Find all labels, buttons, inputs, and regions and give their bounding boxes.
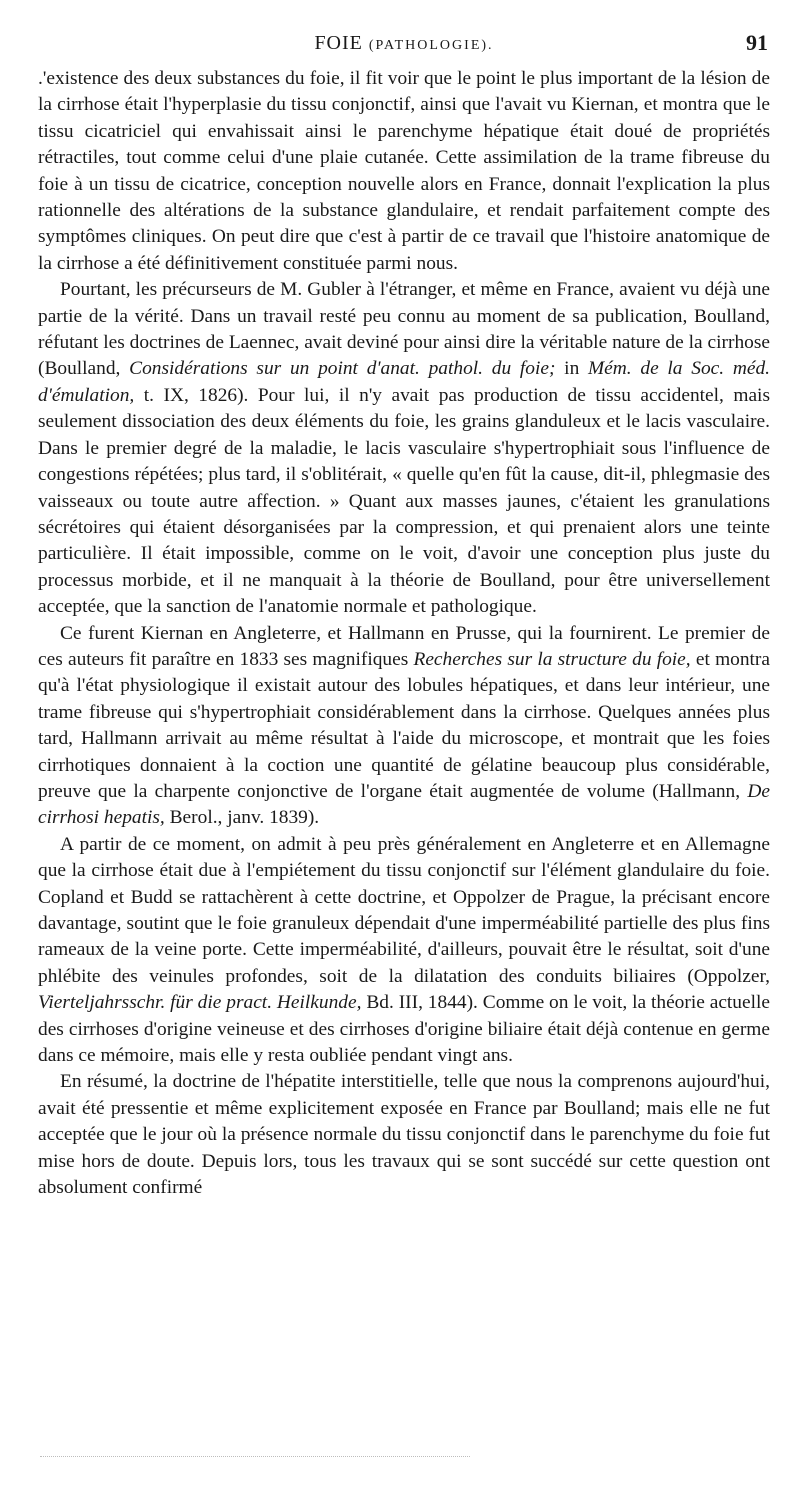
paragraph <box>38 832 770 1070</box>
body-text <box>38 66 770 1201</box>
text-run: A partir de ce moment, on admit à peu près généralement en Angleterre et en Allemagne que la cirrhose était due à l'empiétement du tissu conjonctif sur l'élément glandulaire du foie. Copland et Budd se rattachèrent à cette doctrine, et Oppolzer de Prague, la précisant encore davantage, soutint que le foie granuleux dépendait d'une imperméabilité partielle des plus fins rameaux de la veine porte. Cette imperméabilité, d'ailleurs, pouvait être le résultat, soit d'une phlébite des veinules profondes, soit de la dilatation des conduits biliaires (Oppolzer, <box>38 833 770 987</box>
citation-italic: Mém. de la Soc. méd. d'émulation, <box>38 358 770 406</box>
text-run: .'existence des deux substances du foie, il fit voir que le point le plus important de la lésion de la cirrhose était l'hyperplasie du tissu conjonctif, ainsi que l'avait vu Kiernan, et montra que le tissu cicatriciel qui envahissait ainsi le parenchyme hépatique était doué de propriétés rétractiles, tout comme celui d'une plaie cutanée. Cette assimilation de la trame fibreuse du foie à un tissu de cicatrice, conception nouvelle alors en France, donnait l'explication la plus rationnelle des altérations de la substance glandulaire, et rendait parfaitement compte des symptômes cliniques. On peut dire que c'est à partir de ce travail que l'histoire anatomique de la cirrhose a été définitivement constituée parmi nous. <box>38 68 770 274</box>
citation-italic: De cirrhosi hepatis, <box>38 780 770 829</box>
text-run: Bd. III, 1844). Comme on le voit, la théorie actuelle des cirrhoses d'origine veineuse et des cirrhoses d'origine biliaire était déjà contenue en germe dans ce mémoire, mais elle y resta oubliée pendant vingt ans. <box>38 992 770 1067</box>
text-run: in <box>555 358 589 380</box>
citation-italic: Considérations sur un point d'anat. pathol. du foie; <box>129 358 556 380</box>
paragraph <box>38 277 770 620</box>
text-run: Berol., janv. 1839). <box>164 807 320 829</box>
paragraph <box>38 621 770 832</box>
paragraph <box>38 1069 770 1201</box>
running-title <box>38 32 770 55</box>
page-number: 91 <box>746 30 768 55</box>
text-run: Pourtant, les précurseurs de M. Gubler à l'étranger, et même en France, avaient vu déjà une partie de la vérité. Dans un travail resté peu connu au moment de sa publication, Boulland, réfutant les doctrines de Laennec, avait deviné pour ainsi dire la véritable nature de la cirrhose (Boulland, <box>38 279 770 380</box>
running-head <box>38 30 770 60</box>
citation-italic: Recherches sur la structure du foie, <box>413 648 691 670</box>
text-run: t. IX, 1826). Pour lui, il n'y avait pas production de tissu accidentel, mais seulement dissociation des deux éléments du foie, les grains glanduleux et le lacis vasculaire. Dans le premier degré de la maladie, le lacis vasculaire s'hypertrophiait sous l'influence de congestions répétées; plus tard, il s'oblitérait, « quelle qu'en fût la cause, dit-il, phlegmasie des vaisseaux ou toute autre affection. » Quant aux masses jaunes, c'étaient les granulations sécrétoires qui étaient désorganisées par la compression, et qui prenaient alors une teinte particulière. Il était impossible, comme on le voit, d'avoir une conception plus juste du processus morbide, et il ne manquait à la théorie de Boulland, pour être universellement acceptée, que la sanction de l'anatomie normale et pathologique. <box>38 384 770 618</box>
text-run: et montra qu'à l'état physiologique il existait autour des lobules hépatiques, et dans leur intérieur, une trame fibreuse qui s'hypertrophiait considérablement dans la cirrhose. Quelques années plus tard, Hallmann arrivait au même résultat à l'aide du microscope, et montrait que les foies cirrhotiques donnaient à la coction une quantité de gélatine beaucoup plus considérable, preuve que la charpente conjonctive de l'organe était augmentée de volume (Hallmann, <box>38 648 770 802</box>
citation-italic: Vierteljahrsschr. für die pract. Heilkunde, <box>38 992 362 1014</box>
text-run: Ce furent Kiernan en Angleterre, et Hallmann en Prusse, qui la fournirent. Le premier de ces auteurs fit paraître en 1833 ses magnifiques <box>38 622 770 670</box>
paragraph <box>38 66 770 277</box>
running-title-subtitle: (PATHOLOGIE). <box>368 38 494 53</box>
running-title-main: FOIE <box>314 32 363 54</box>
footer-dotted-rule <box>40 1456 470 1457</box>
text-run: En résumé, la doctrine de l'hépatite interstitielle, telle que nous la comprenons aujourd'hui, avait été pressentie et même explicitement exposée en France par Boulland; mais elle ne fut acceptée que le jour où la présence normale du tissu conjonctif dans le parenchyme du foie fut mise hors de doute. Depuis lors, tous les travaux qui se sont succédé sur cette question ont absolument confirmé <box>38 1071 770 1199</box>
